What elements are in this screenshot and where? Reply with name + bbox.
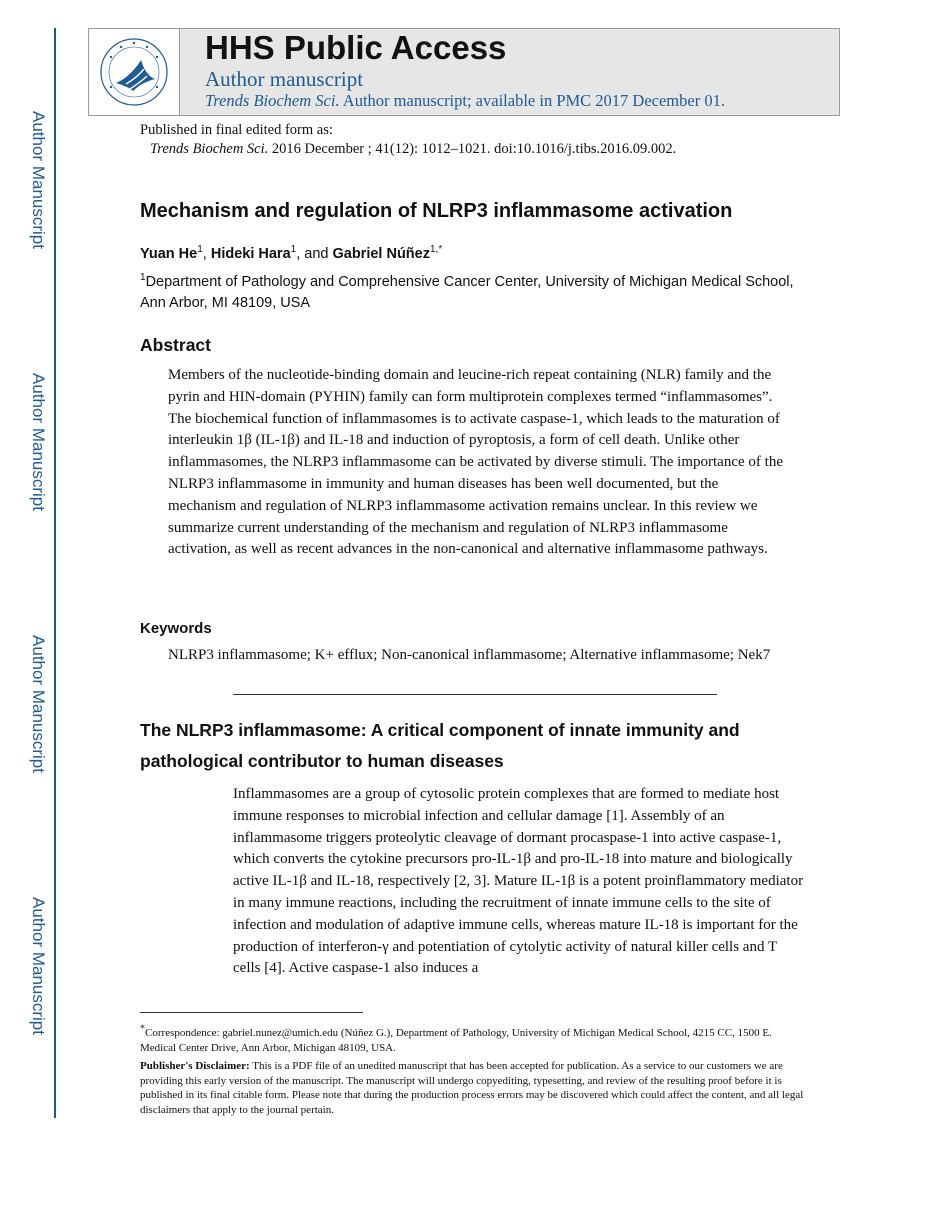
author-separator: , and: [296, 246, 333, 262]
author-name: Gabriel Núñez: [332, 246, 430, 262]
sidebar-label: Author Manuscript: [29, 635, 48, 773]
footnote-divider: [140, 1012, 363, 1013]
correspondence-footnote: [140, 1023, 810, 1055]
sidebar-label: Author Manuscript: [29, 373, 48, 511]
publication-citation: [150, 141, 676, 158]
correspondence-mark: *: [140, 1023, 145, 1035]
publisher-disclaimer: [140, 1059, 810, 1117]
keywords-text: NLRP3 inflammasome; K+ efflux; Non-canonical inflammasome; Alternative inflammasome; Nek7: [168, 647, 771, 663]
author-list: [140, 246, 442, 262]
keywords-heading: Keywords: [140, 620, 212, 637]
section-divider: [233, 694, 717, 695]
author-affiliation-mark: 1,*: [429, 244, 443, 256]
citation-text: 2016 December ; 41(12): 1012–1021. doi:10.1016/j.tibs.2016.09.002.: [268, 141, 677, 157]
sidebar-label: Author Manuscript: [29, 897, 48, 1035]
header-title: HHS Public Access: [205, 29, 507, 66]
header-availability: [205, 91, 725, 111]
published-label: Published in final edited form as:: [140, 122, 333, 138]
section-heading: The NLRP3 inflammasome: A critical component of innate immunity and pathological contributor to human diseases: [140, 720, 740, 771]
sidebar-label: Author Manuscript: [29, 111, 48, 249]
disclaimer-label: Publisher's Disclaimer:: [140, 1060, 250, 1072]
citation-journal: Trends Biochem Sci.: [150, 141, 269, 157]
header-subtitle: Author manuscript: [205, 67, 364, 91]
correspondence-text: Correspondence: gabriel.nunez@umich.edu (Núñez G.), Department of Pathology, University of Michigan Medical School, 4215 CC, 1500 E. Medical Center Drive, Ann Arbor, Michigan 48109, USA.: [140, 1027, 772, 1054]
affiliation-text: Department of Pathology and Comprehensive Cancer Center, University of Michigan Medical School, Ann Arbor, MI 48109, USA: [140, 274, 794, 311]
hhs-eagle-seal-icon: [89, 29, 179, 115]
author-affiliation-mark: 1: [197, 244, 203, 256]
abstract-text: Members of the nucleotide-binding domain and leucine-rich repeat containing (NLR) family and the pyrin and HIN-domain (PYHIN) family can form multiprotein complexes termed “inflammasomes”. The biochemical function of inflammasomes is to activate caspase-1, which leads to the maturation of interleukin 1β (IL-1β) and IL-18 and induction of pyroptosis, a form of cell death. Unlike other inflammasomes, the NLRP3 inflammasome can be activated by diverse stimuli. The importance of the NLRP3 inflammasome in immunity and human diseases has been well documented, but the mechanism and regulation of NLRP3 inflammasome activation remains unclear. In this review we summarize current understanding of the mechanism and regulation of NLRP3 inflammasome activation, as well as recent advances in the non-canonical and alternative inflammasome pathways.: [168, 367, 783, 558]
affiliation-mark: 1: [140, 272, 146, 284]
disclaimer-text: This is a PDF file of an unedited manuscript that has been accepted for publication. As a service to our customers we are providing this early version of the manuscript. The manuscript will undergo copyediting, typesetting, and review of the resulting proof before it is published in its final citable form. Please note that during the production process errors may be discovered which could affect the content, and all legal disclaimers that apply to the journal pertain.: [140, 1060, 804, 1116]
author-name: Yuan He: [140, 246, 198, 262]
abstract-heading: Abstract: [140, 335, 211, 355]
author-name: Hideki Hara: [210, 246, 291, 262]
header-journal: Trends Biochem Sci.: [205, 91, 340, 110]
author-separator: ,: [202, 246, 211, 262]
affiliation: [140, 272, 810, 314]
section-body-text: Inflammasomes are a group of cytosolic protein complexes that are formed to mediate host immune responses to microbial infection and cellular damage [1]. Assembly of an inflammasome triggers proteolytic cleavage of dormant procaspase-1 into active caspase-1, which converts the cytokine precursors pro-IL-1β and pro-IL-18 into mature and biologically active IL-1β and IL-18, respectively [2, 3]. Mature IL-1β is a potent proinflammatory mediator in many immune reactions, including the recruitment of innate immune cells to the site of infection and modulation of adaptive immune cells, whereas mature IL-18 is important for the production of interferon-γ and potentiation of cytolytic activity of natural killer cells and T cells [4]. Active caspase-1 also induces a: [233, 786, 804, 977]
header-availability-text: Author manuscript; available in PMC 2017 December 01.: [339, 91, 725, 110]
article-title: Mechanism and regulation of NLRP3 inflammasome activation: [140, 200, 733, 222]
author-affiliation-mark: 1: [290, 244, 297, 256]
hhs-logo: [89, 29, 180, 115]
hhs-header-banner: [88, 28, 840, 116]
sidebar-rule: [54, 28, 56, 1118]
